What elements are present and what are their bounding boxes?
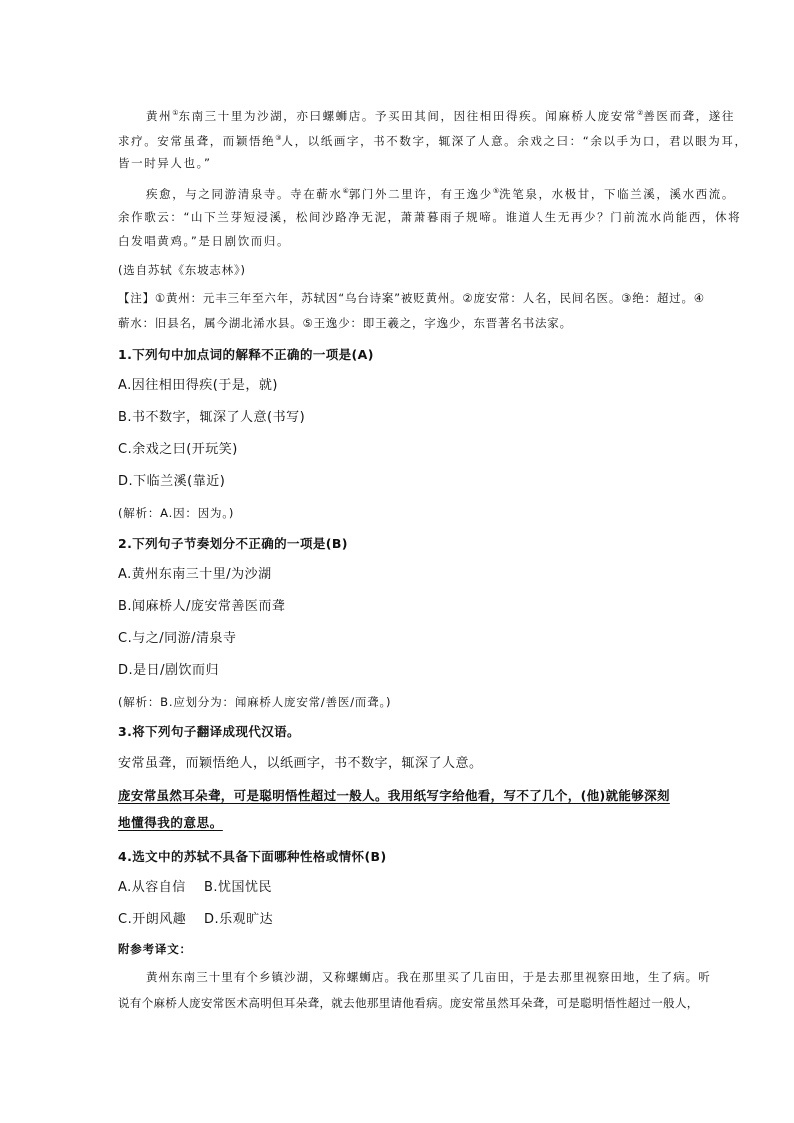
footnote-marker: ① xyxy=(172,109,179,117)
question-4-option-c: C.开朗风趣 xyxy=(118,912,187,927)
passage-source: (选自苏轼《东坡志林》) xyxy=(118,263,246,277)
question-2-analysis: (解析：B.应划分为：闻麻桥人庞安常/善医/而聋。) xyxy=(118,695,392,709)
passage-p1-line3: 皆一时异人也。” xyxy=(118,156,212,170)
question-4-option-d: D.乐观旷达 xyxy=(204,912,274,927)
passage-p2-line1: 疾愈，与之同游清泉寺。寺在蕲水④郭门外二里许，有王逸少⑤洗笔泉，水极甘，下临兰溪，溪水西流。 xyxy=(146,186,735,201)
translation-heading: 附参考译文： xyxy=(118,942,192,956)
question-3-sentence: 安常虽聋，而颖悟绝人，以纸画字，书不数字，辄深了人意。 xyxy=(118,756,483,771)
question-3-answer-line1: 庞安常虽然耳朵聋，可是聪明悟性超过一般人。我用纸写字给他看，写不了几个，(他)就能够深刻 xyxy=(118,788,670,803)
question-4-option-b: B.忧国忧民 xyxy=(204,880,273,895)
question-2-option-a: A.黄州东南三十里/为沙湖 xyxy=(118,567,272,582)
passage-p1-line2: 求疗。安常虽聋，而颖悟绝③人，以纸画字，书不数字，辄深了人意。余戏之曰：“余以手为口，君以眼为耳， xyxy=(118,133,748,148)
question-1-analysis: (解析：A.因：因为。) xyxy=(118,506,235,520)
footnote-marker: ② xyxy=(636,109,644,117)
question-3-title: 3.将下列句子翻译成现代汉语。 xyxy=(118,724,300,739)
translation-line2: 说有个麻桥人庞安常医术高明但耳朵聋，就去他那里请他看病。庞安常虽然耳朵聋，可是聪明悟性超过一般人， xyxy=(118,996,699,1010)
question-1-option-b: B.书不数字，辄深了人意(书写) xyxy=(118,410,306,425)
question-2-title: 2.下列句子节奏划分不正确的一项是(B) xyxy=(118,536,348,551)
question-1-option-c: C.余戏之曰(开玩笑) xyxy=(118,442,238,457)
translation-line1: 黄州东南三十里有个乡镇沙湖，又称螺蛳店。我在那里买了几亩田，于是去那里视察田地，生了病。听 xyxy=(146,970,711,984)
passage-p2-line2: 余作歌云：“山下兰芽短浸溪，松间沙路净无泥，萧萧暮雨子规啼。谁道人生无再少？门前流水尚能西，休将 xyxy=(118,210,742,224)
footnote-marker: ③ xyxy=(275,134,282,142)
passage-p1-line1: 黄州①东南三十里为沙湖，亦曰螺蛳店。予买田其间，因往相田得疾。闻麻桥人庞安常②善医而聋，遂往 xyxy=(146,108,735,123)
question-2-option-d: D.是日/剧饮而归 xyxy=(118,663,220,678)
question-1-option-d: D.下临兰溪(靠近) xyxy=(118,474,226,489)
passage-p2-line3: 白发唱黄鸡。”是日剧饮而归。 xyxy=(118,234,291,248)
question-3-answer-line2: 地懂得我的意思。 xyxy=(118,815,223,830)
question-4-option-a: A.从容自信 xyxy=(118,880,186,895)
question-1-option-a: A.因往相田得疾(于是，就) xyxy=(118,378,278,393)
notes-line1: 【注】①黄州：元丰三年至六年，苏轼因“乌台诗案”被贬黄州。②庞安常：人名，民间名医。③绝：超过。④ xyxy=(118,291,705,305)
question-4-options-row2 xyxy=(118,912,678,928)
footnote-marker: ④ xyxy=(342,187,349,195)
question-4-options-row1 xyxy=(118,880,678,896)
question-1-title: 1.下列句中加点词的解释不正确的一项是(A) xyxy=(118,347,374,362)
question-2-option-b: B.闻麻桥人/庞安常善医而聋 xyxy=(118,599,286,614)
question-4-title: 4.选文中的苏轼不具备下面哪种性格或情怀(B) xyxy=(118,849,387,864)
notes-line2: 蕲水：旧县名，属今湖北浠水县。⑤王逸少：即王羲之，字逸少，东晋著名书法家。 xyxy=(118,316,572,330)
footnote-marker: ⑤ xyxy=(492,187,500,195)
question-2-option-c: C.与之/同游/清泉寺 xyxy=(118,631,237,646)
